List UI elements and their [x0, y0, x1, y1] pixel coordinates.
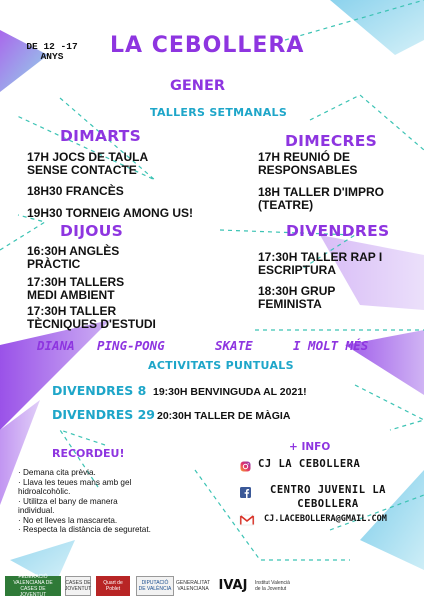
reminder-title: RECORDEU! — [52, 447, 125, 460]
casa-joventut-logo — [65, 576, 91, 596]
casa-joventut-logo-text: CASES DE JOVENTUT — [64, 580, 92, 592]
list-item: 17H JOCS DE TAULA SENSE CONTACTE — [27, 150, 149, 177]
list-item: 19H30 TORNEIG AMONG US! — [27, 206, 194, 220]
diputacio-valencia-logo — [136, 576, 174, 596]
ivaj-logo — [214, 576, 252, 596]
list-item: 18H30 FRANCÈS — [27, 184, 124, 198]
facebook-page[interactable]: CENTRO JUVENIL LA CEBOLLERA — [270, 484, 386, 510]
age-range: DE 12 -17 ANYS — [26, 41, 78, 62]
event-date: DIVENDRES 29 — [52, 407, 155, 422]
list-item: 17:30H TALLER RAP I ESCRIPTURA — [258, 250, 383, 277]
facebook-icon[interactable] — [240, 485, 251, 496]
list-item: · Llava les teues mans amb gel hidroalcohòlic. — [18, 478, 132, 496]
list-item: 17H REUNIÓ DE RESPONSABLES — [258, 150, 358, 177]
event-description: 20:30H TALLER DE MÀGIA — [157, 410, 291, 422]
diputacio-valencia-logo-text: DIPUTACIÓ DE VALÈNCIA — [138, 580, 172, 592]
weekly-label: TALLERS SETMANALS — [150, 106, 288, 119]
list-item: 16:30H ANGLÈS PRÀCTIC — [27, 244, 120, 271]
list-item: · Respecta la distància de seguretat. — [18, 525, 151, 534]
list-item: 17:30H TALLERS MEDI AMBIENT — [27, 275, 125, 302]
activity-more: I MOLT MÉS — [293, 338, 369, 353]
info-title: + INFO — [289, 441, 331, 453]
activity-diana: DIANA — [37, 338, 75, 353]
ivaj-subtitle — [254, 576, 294, 596]
list-item: · Demana cita prèvia. — [18, 468, 96, 477]
day-tuesday: DIMARTS — [60, 127, 142, 145]
list-item: 18:30H GRUP FEMINISTA — [258, 284, 336, 311]
month-heading: GENER — [170, 78, 226, 94]
ivaj-subtitle-text: Institut Valencià de la Joventut — [255, 580, 290, 592]
quart-poblet-logo-text: Quart de Poblet — [103, 580, 123, 592]
generalitat-logo-text: GENERALITAT VALENCIANA — [176, 580, 211, 592]
fevcj-logo-text: FEDERACIÓ VALENCIANA DE CASES DE JOVENTUT — [13, 574, 53, 598]
activity-ping-pong: PING-PONG — [97, 338, 165, 353]
instagram-handle[interactable]: CJ LA CEBOLLERA — [258, 458, 361, 470]
activity-skate: SKATE — [215, 338, 253, 353]
list-item: · No et lleves la mascareta. — [18, 516, 118, 525]
instagram-icon[interactable] — [240, 459, 251, 470]
page-title: LA CEBOLLERA — [110, 33, 305, 58]
event-description: 19:30H BENVINGUDA AL 2021! — [153, 386, 307, 398]
event-date: DIVENDRES 8 — [52, 383, 147, 398]
list-item: · Utilitza el bany de manera individual. — [18, 497, 118, 515]
gmail-icon[interactable] — [240, 512, 254, 522]
quart-poblet-logo — [96, 576, 130, 596]
fevcj-logo — [5, 576, 61, 596]
day-wednesday: DIMECRES — [285, 132, 378, 150]
email-address[interactable]: CJ.LACEBOLLERA@GMAIL.COM — [264, 514, 387, 524]
generalitat-logo — [176, 576, 211, 596]
punctual-label: ACTIVITATS PUNTUALS — [148, 359, 294, 372]
day-friday: DIVENDRES — [286, 222, 390, 240]
list-item: 18H TALLER D'IMPRO (TEATRE) — [258, 185, 384, 212]
list-item: 17:30H TALLER TÈCNIQUES D'ESTUDI — [27, 304, 156, 331]
ivaj-logo-text: IVAJ — [218, 578, 248, 593]
day-thursday: DIJOUS — [60, 222, 124, 240]
